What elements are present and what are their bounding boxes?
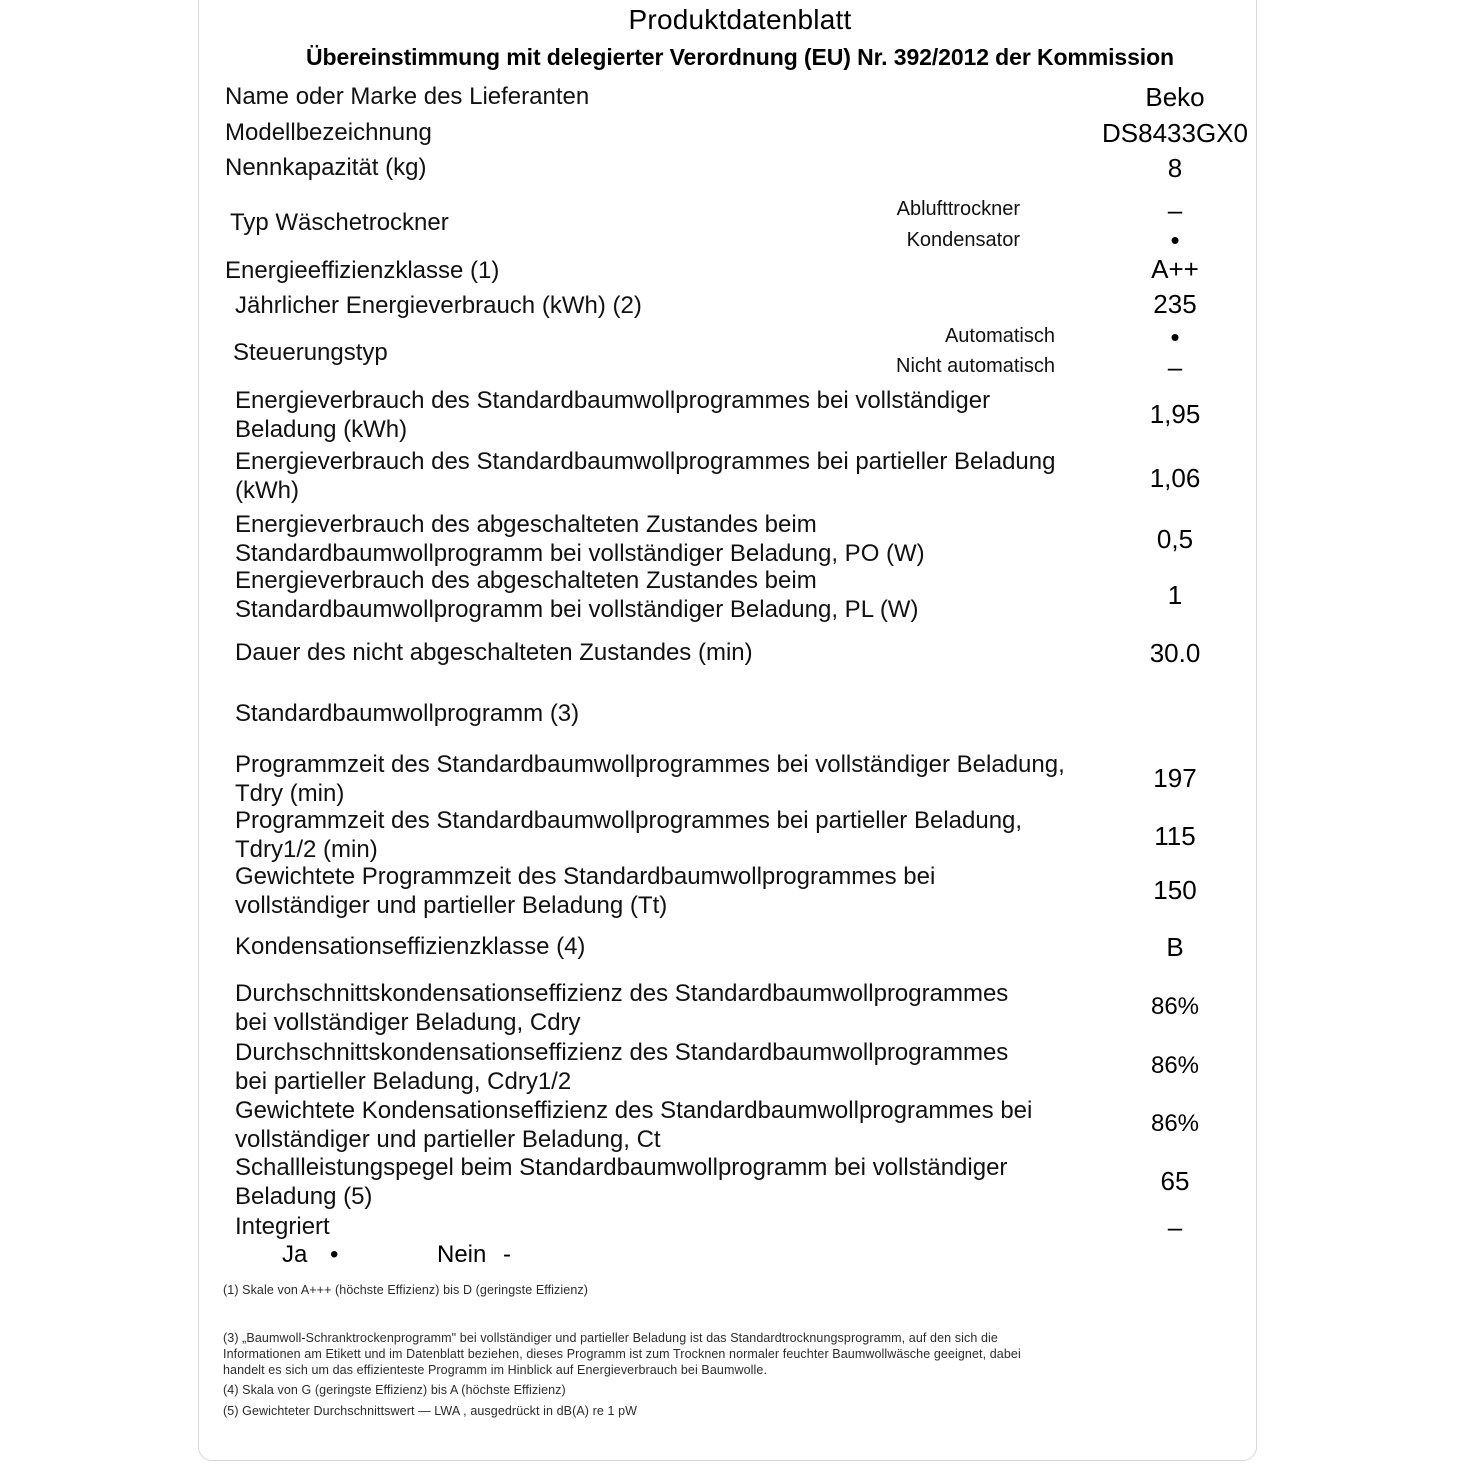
control-type-option2-value: – [1167,352,1183,382]
row-value: DS8433GX0 [1102,118,1248,148]
row-value: A++ [1151,254,1199,284]
row-value: 1 [1167,580,1183,610]
row-label: Durchschnittskondensationseffizienz des Standardbaumwollprogrammes bei vollständiger Beladung, Cdry [235,980,1009,1036]
row-value: 197 [1153,763,1197,793]
integrated-no-value: - [503,1241,511,1268]
footnote-4: (4) Skala von G (geringste Effizienz) bis A (höchste Effizienz) [223,1383,566,1397]
row-value: 0,5 [1156,524,1194,554]
row-label: Jährlicher Energieverbrauch (kWh) (2) [235,292,642,319]
row-label: Energieverbrauch des Standardbaumwollprogrammes bei partieller Beladung (kWh) [235,448,1056,504]
dryer-type-option1-label: Ablufttrockner [896,198,1020,220]
control-type-option1-label: Automatisch [944,325,1055,347]
row-value: 30.0 [1149,638,1201,668]
row-value: 8 [1167,153,1183,183]
row-value: 1,95 [1149,399,1201,429]
control-type-option2-label: Nicht automatisch [896,355,1055,377]
row-value: 235 [1153,289,1197,319]
page-title: Produktdatenblatt [628,4,852,35]
row-label: Programmzeit des Standardbaumwollprogrammes bei vollständiger Beladung, Tdry (min) [235,751,1065,807]
row-value: 150 [1153,875,1197,905]
row-value: 86% [1150,1110,1200,1137]
row-label: Modellbezeichnung [225,119,432,146]
dryer-type-option2-value: • [1170,225,1180,255]
footnote-5: (5) Gewichteter Durchschnittswert — LWA , ausgedrückt in dB(A) re 1 pW [223,1404,638,1418]
integrated-yes-value: • [330,1241,339,1268]
row-label: Integriert [235,1213,330,1240]
row-label: Energieverbrauch des abgeschalteten Zustandes beim Standardbaumwollprogramm bei vollständiger Beladung, PL (W) [235,567,919,623]
row-label: Schallleistungspegel beim Standardbaumwollprogramm bei vollständiger Beladung (5) [235,1154,1008,1210]
row-label: Dauer des nicht abgeschalteten Zustandes (min) [235,639,753,666]
footnote-3: (3) „Baumwoll-Schranktrockenprogramm" bei vollständiger und partieller Beladung ist das Standardtrocknungsprogramm, auf den sich die Informationen am Etikett und im Datenblatt beziehen, dieses Programm ist zum Trocknen normaler feuchter Baumwollwäsche geeignet, dabei handelt es sich um das effizienteste Programm im Hinblick auf Energieverbrauch bei Baumwolle. [223,1331,1021,1377]
row-value: 65 [1160,1166,1190,1196]
row-label: Steuerungstyp [233,339,388,366]
footnote-1: (1) Skale von A+++ (höchste Effizienz) bis D (geringste Effizienz) [223,1283,588,1297]
row-label: Kondensationseffizienzklasse (4) [235,933,586,960]
row-label: Programmzeit des Standardbaumwollprogrammes bei partieller Beladung, Tdry1/2 (min) [235,807,1023,863]
row-label: Gewichtete Programmzeit des Standardbaumwollprogrammes bei vollständiger und partieller Beladung (Tt) [235,863,936,919]
row-label: Nennkapazität (kg) [225,154,427,181]
row-value: 86% [1150,1052,1200,1079]
row-label: Durchschnittskondensationseffizienz des Standardbaumwollprogrammes bei partieller Beladung, Cdry1/2 [235,1039,1009,1095]
row-label: Energieeffizienzklasse (1) [225,257,500,284]
integrated-yes-label: Ja [282,1241,308,1268]
row-value: Beko [1145,82,1205,112]
row-value: 1,06 [1149,463,1201,493]
integrated-no-label: Nein [437,1241,487,1268]
row-label: Standardbaumwollprogramm (3) [235,700,580,727]
page-subtitle: Übereinstimmung mit delegierter Verordnung (EU) Nr. 392/2012 der Kommission [305,44,1174,70]
row-label: Energieverbrauch des abgeschalteten Zustandes beim Standardbaumwollprogramm bei vollständiger Beladung, PO (W) [235,511,925,567]
row-label: Typ Wäschetrockner [230,209,449,236]
row-label: Gewichtete Kondensationseffizienz des Standardbaumwollprogrammes bei vollständiger und partieller Beladung, Ct [235,1097,1033,1153]
row-value: 115 [1154,821,1196,851]
row-label: Energieverbrauch des Standardbaumwollprogrammes bei vollständiger Beladung (kWh) [235,387,991,443]
row-value: 86% [1150,993,1200,1020]
row-value: B [1166,932,1184,962]
dryer-type-option1-value: – [1167,195,1183,225]
control-type-option1-value: • [1170,322,1180,352]
row-label: Name oder Marke des Lieferanten [225,83,590,110]
row-value: – [1167,1212,1183,1242]
dryer-type-option2-label: Kondensator [906,229,1020,251]
